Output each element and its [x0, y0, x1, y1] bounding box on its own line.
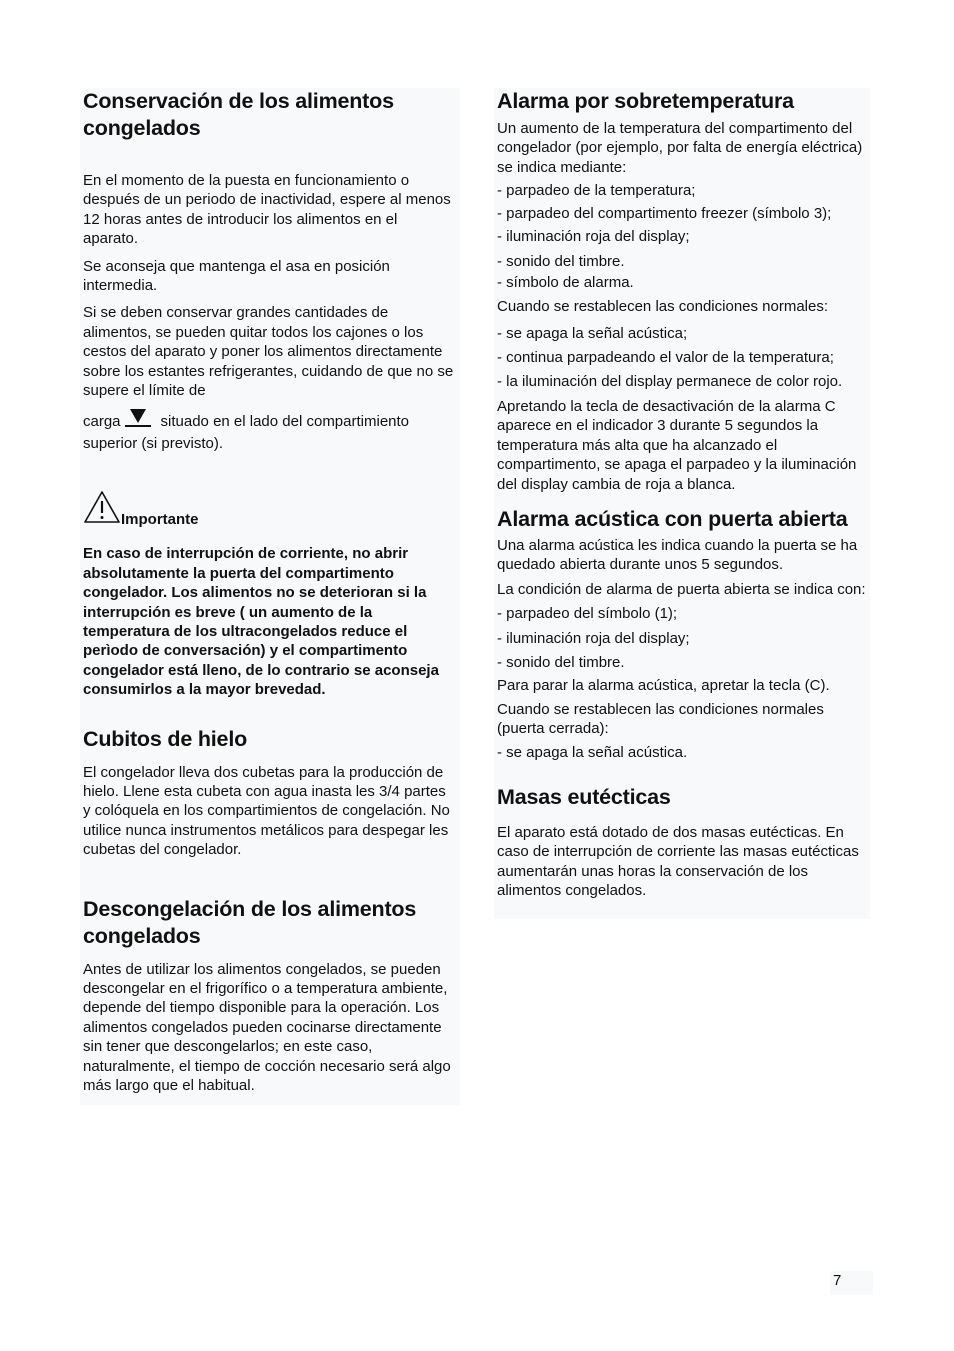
section-conservacion [80, 88, 460, 453]
section-masas [494, 762, 870, 919]
sobretemp-item: - iluminación roja del display; [497, 228, 690, 246]
sobretemp-normal-item: - continua parpadeando el valor de la temperatura; [497, 349, 834, 367]
puerta-paragraph-5: - se apaga la señal acústica. [497, 743, 688, 761]
sobretemp-closing: Apretando la tecla de desactivación de la alarma C aparece en el indicador 3 durante 5 segundos la temperatura más alta que ha alcanzado el compartimento, se apaga el parpadeo y la iluminación del display cambia de roja a blanca. [497, 397, 857, 493]
section-sobretemperatura [494, 88, 870, 494]
sobretemp-item: - parpadeo de la temperatura; [497, 182, 696, 200]
section-puerta-abierta [494, 494, 870, 762]
load-limit-icon [125, 408, 151, 433]
sobretemp-item: - símbolo de alarma. [497, 273, 634, 291]
heading-descongelacion: Descongelación de los alimentos congelados [83, 896, 417, 948]
sobretemp-normal-item: - la iluminación del display permanece de color rojo. [497, 373, 843, 391]
importante-label: Importante [121, 511, 199, 529]
sobretemp-item: - sonido del timbre. [497, 253, 625, 271]
descongelacion-text: Antes de utilizar los alimentos congelados, se pueden descongelar en el frigorífico o a temperatura ambiente, depende del tiempo disponible para la operación. Los alimentos congelados pueden cocinarse directamente sin tener que descongelarlos; en este caso, naturalmente, el tiempo de cocción necesario será algo más largo que el habitual. [83, 960, 451, 1094]
puerta-item: - sonido del timbre. [497, 653, 625, 671]
section-descongelacion [80, 860, 460, 1106]
puerta-paragraph-2: La condición de alarma de puerta abierta se indica con: [497, 580, 866, 598]
conservacion-paragraph-2: Se aconseja que mantenga el asa en posición intermedia. [83, 257, 390, 295]
page-number: 7 [830, 1271, 873, 1295]
right-column [494, 88, 870, 919]
heading-sobretemperatura: Alarma por sobretemperatura [497, 89, 794, 113]
conservacion-paragraph-1: En el momento de la puesta en funcionamiento o después de un periodo de inactividad, espere al menos 12 horas antes de introducir los alimentos en el aparato. [83, 172, 451, 248]
importante-text: En caso de interrupción de corriente, no abrir absolutamente la puerta del compartimento congelador. Los alimentos no se deterioran si la interrupción es breve ( un aumento de la temperatura de los ultracongelados reduce el perìodo de conversación) y el compartimento congelador está lleno, de lo contrario se aconseja consumirlos a la mayor brevedad. [83, 545, 439, 699]
warning-icon [83, 490, 121, 529]
heading-masas: Masas eutécticas [497, 784, 671, 809]
sobretemp-normal-item: - se apaga la señal acústica; [497, 324, 688, 342]
carga-label: carga [83, 413, 121, 431]
puerta-item: - iluminación roja del display; [497, 629, 690, 647]
sobretemp-normal-intro: Cuando se restablecen las condiciones normales: [497, 298, 829, 316]
puerta-paragraph-3: Para parar la alarma acústica, apretar la tecla (C). [497, 677, 830, 695]
sobretemp-item: - parpadeo del compartimento freezer (símbolo 3); [497, 204, 832, 222]
heading-cubitos: Cubitos de hielo [83, 726, 248, 751]
section-cubitos [80, 700, 460, 860]
puerta-item: - parpadeo del símbolo (1); [497, 605, 678, 623]
importante-header [83, 490, 456, 529]
conservacion-paragraph-4 [83, 408, 456, 453]
carga-text: situado en el lado del compartimiento superior (si previsto). [83, 413, 410, 452]
conservacion-paragraph-3: Si se deben conservar grandes cantidades de alimentos, se pueden quitar todos los cajones o los cestos del aparato y poner los alimentos directamente sobre los estantes refrigerantes, cuidando de que no se supere el límite de [83, 304, 454, 400]
puerta-paragraph-1: Una alarma acústica les indica cuando la puerta se ha quedado abierta durante unos 5 segundos. [497, 536, 858, 574]
sobretemp-intro: Un aumento de la temperatura del compartimento del congelador (por ejemplo, por falta de energía eléctrica) se indica mediante: [497, 120, 863, 176]
puerta-paragraph-4: Cuando se restablecen las condiciones normales (puerta cerrada): [497, 700, 824, 738]
heading-puerta-abierta: Alarma acústica con puerta abierta [497, 506, 848, 531]
cubitos-text: El congelador lleva dos cubetas para la producción de hielo. Llene esta cubeta con agua inasta les 3/4 partes y colóquela en los compartimientos de congelación. No utilice nunca instrumentos metálicos para despegar les cubetas del congelador. [83, 763, 450, 859]
left-column [80, 88, 460, 1105]
masas-text: El aparato está dotado de dos masas eutécticas. En caso de interrupción de corriente las masas eutécticas aumentarán unas horas la conservación de los alimentos congelados. [497, 823, 859, 900]
heading-conservacion: Conservación de los alimentos congelados [83, 89, 394, 140]
section-importante [80, 453, 460, 699]
